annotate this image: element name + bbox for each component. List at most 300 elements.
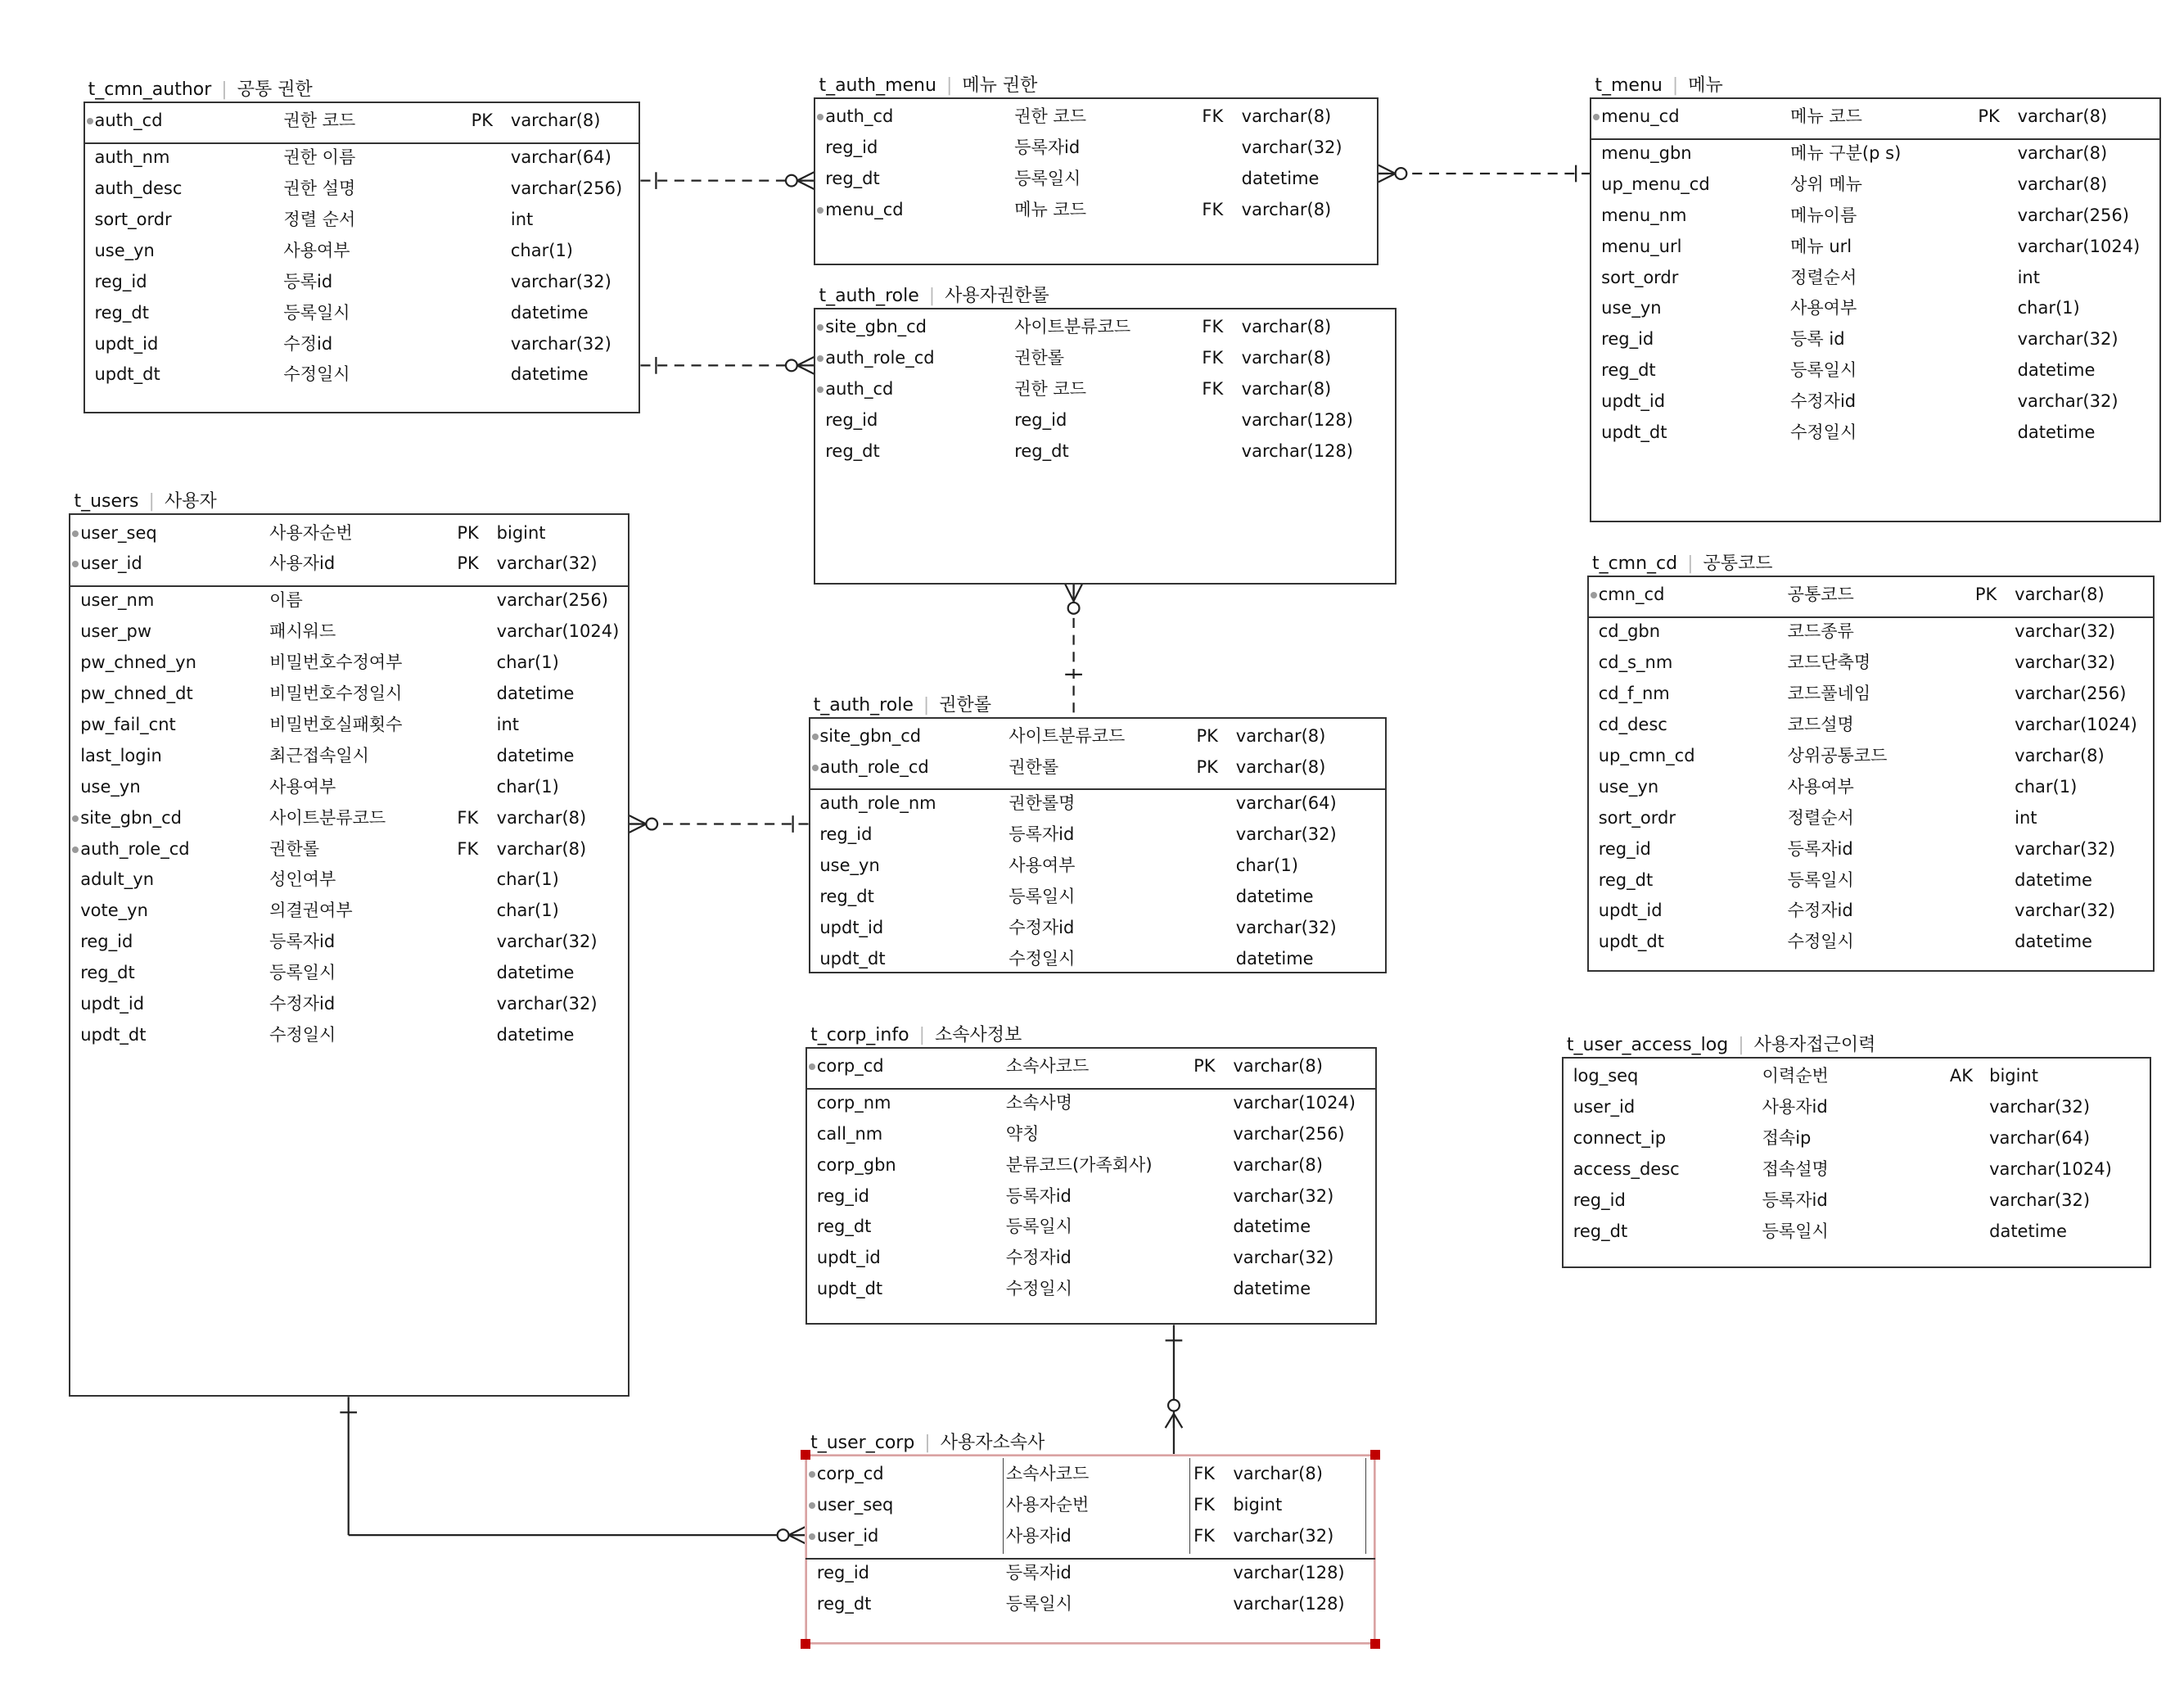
column-type: varchar(32) [1233,1525,1334,1546]
column-type: char(1) [2015,776,2078,797]
column-row[interactable] [1587,772,2155,802]
column-row[interactable] [814,195,1378,225]
column-name: updt_dt [1598,932,1664,952]
column-type: int [2017,267,2040,287]
entity-t-user-access-log[interactable] [1562,1034,2151,1269]
column-name: reg_dt [825,440,880,461]
column-description: 정렬순서 [1790,267,1857,287]
column-name: reg_id [816,1185,869,1206]
column-name: reg_dt [94,302,149,323]
column-type: varchar(8) [1241,378,1332,399]
column-row[interactable] [83,174,641,204]
entity-title [74,487,216,512]
column-row[interactable] [83,205,641,235]
column-row[interactable] [83,298,641,328]
column-name: cd_gbn [1598,621,1661,642]
column-type: varchar(32) [510,333,611,354]
column-name: reg_id [816,1562,869,1582]
column-row[interactable] [69,834,629,865]
column-name: use_yn [94,240,155,260]
optional-marker-icon [786,359,797,371]
column-description: 이력순번 [1762,1066,1829,1086]
column-row[interactable] [1587,896,2155,926]
column-type: varchar(8) [496,807,587,828]
column-row[interactable] [1590,263,2161,293]
column-type: varchar(256) [1233,1123,1345,1144]
column-name: vote_yn [80,901,148,921]
key-marker-icon [817,386,824,393]
column-type: varchar(8) [2017,106,2108,127]
column-description: 수정일시 [283,364,350,385]
column-name: call_nm [816,1123,883,1144]
column-type: char(1) [2017,298,2080,318]
column-type: varchar(8) [1233,1464,1323,1484]
column-row[interactable] [1587,710,2155,740]
column-row[interactable] [69,616,629,647]
entity-title [88,75,313,101]
column-name: reg_id [819,824,873,845]
column-row[interactable] [1590,169,2161,200]
many-marker-icon [1379,174,1396,182]
column-type: varchar(32) [2015,652,2116,673]
column-name: reg_dt [80,963,135,983]
column-description: 사용여부 [283,240,350,260]
column-row[interactable] [1590,355,2161,386]
column-row[interactable] [69,958,629,988]
column-row[interactable] [805,1051,1377,1081]
many-marker-icon [1379,165,1396,174]
column-key: FK [1202,106,1224,127]
many-marker-icon [797,357,814,365]
column-description: 등록자id [1787,838,1853,859]
column-key: FK [1202,378,1224,399]
column-type: varchar(32) [1989,1190,2091,1210]
column-type: varchar(32) [2015,621,2116,642]
column-row[interactable] [69,679,629,709]
key-marker-icon [812,765,819,771]
column-type: char(1) [510,240,573,260]
column-row[interactable] [809,819,1388,850]
entity-t-users[interactable] [69,491,629,1397]
column-name: updt_id [819,918,884,938]
column-type: varchar(64) [1989,1127,2091,1148]
column-key: PK [1196,725,1218,746]
column-description: 수정id [283,333,333,354]
column-name: auth_role_cd [825,347,935,368]
column-name: user_id [1573,1096,1636,1117]
column-description: 권한 코드 [283,111,356,131]
column-divider [1365,1458,1366,1554]
column-row[interactable] [809,882,1388,912]
column-row[interactable] [814,374,1397,404]
column-type: datetime [1989,1221,2067,1241]
column-description: 수정일시 [269,1025,336,1045]
column-type: varchar(8) [510,111,601,131]
column-description: 수정자id [1009,918,1075,938]
column-name: updt_dt [816,1279,883,1299]
column-name: cmn_cd [1598,585,1665,605]
entity-name: t_users [74,491,139,512]
column-row[interactable] [69,549,629,579]
column-description: 등록자id [1762,1190,1828,1210]
column-key: FK [1202,316,1224,336]
entity-label: 사용자권한롤 [945,285,1049,306]
column-row[interactable] [83,236,641,266]
column-type: varchar(32) [1235,918,1337,938]
column-description: 등록일시 [1787,869,1854,890]
column-description: 사용자id [1005,1525,1072,1546]
column-row[interactable] [1587,741,2155,771]
column-divider [1189,1458,1190,1554]
column-name: reg_id [80,932,133,952]
key-marker-icon [1591,592,1597,598]
column-row[interactable] [805,1243,1377,1273]
column-name: reg_dt [819,887,874,907]
column-description: 수정일시 [1009,949,1076,968]
column-row[interactable] [1590,293,2161,323]
column-type: char(1) [496,901,559,921]
column-description: 공통코드 [1787,585,1854,605]
many-marker-icon [629,824,647,833]
column-row[interactable] [805,1490,1375,1520]
column-row[interactable] [69,518,629,549]
column-description: 접속설명 [1762,1158,1829,1179]
entity-title [819,71,1037,97]
column-row[interactable] [1562,1154,2151,1185]
entity-t-user-corp[interactable] [805,1432,1375,1644]
column-description: 수정일시 [1005,1279,1072,1299]
column-description: 이름 [269,590,303,611]
entity-label: 사용자접근이력 [1753,1034,1876,1055]
entity-name: t_auth_role [813,694,914,716]
column-row[interactable] [1587,927,2155,957]
column-description: 메뉴 url [1790,236,1852,256]
column-description: 등록자id [1009,824,1075,845]
resize-handle[interactable] [801,1639,810,1649]
many-marker-icon [797,172,814,180]
column-row[interactable] [1562,1092,2151,1122]
column-row[interactable] [805,1459,1375,1489]
column-row[interactable] [814,133,1378,163]
column-row[interactable] [69,927,629,957]
column-type: varchar(128) [1233,1562,1345,1582]
column-key: PK [1194,1055,1216,1076]
column-type: varchar(8) [1235,756,1326,777]
column-row[interactable] [83,329,641,359]
column-row[interactable] [69,1020,629,1050]
column-type: datetime [496,745,575,765]
entity-t-auth-role-map[interactable] [814,285,1397,585]
column-name: use_yn [80,776,141,797]
column-row[interactable] [69,772,629,802]
title-separator: | [1672,74,1679,96]
column-type: varchar(32) [496,553,598,574]
column-row[interactable] [805,1212,1377,1242]
column-name: reg_dt [816,1217,872,1237]
resize-handle[interactable] [1370,1450,1380,1460]
column-name: user_seq [80,522,157,543]
entity-t-cmn-author[interactable] [83,79,641,413]
entity-t-auth-role[interactable] [809,694,1388,974]
key-divider [805,1558,1375,1560]
column-row[interactable] [83,142,641,173]
column-type: varchar(256) [2017,205,2129,225]
column-row[interactable] [1590,102,2161,132]
optional-marker-icon [1396,168,1407,179]
column-row[interactable] [814,102,1378,132]
column-name: updt_id [1598,901,1663,921]
column-name: auth_nm [94,147,170,168]
column-key: FK [457,838,479,859]
column-row[interactable] [805,1274,1377,1304]
column-row[interactable] [814,343,1397,373]
key-marker-icon [87,118,93,124]
column-name: reg_dt [825,168,880,188]
column-name: menu_gbn [1601,142,1692,163]
column-type: datetime [496,1025,575,1045]
entity-t-cmn-cd[interactable] [1587,553,2155,972]
column-type: varchar(1024) [1989,1158,2112,1179]
column-row[interactable] [809,788,1388,819]
column-row[interactable] [1587,679,2155,709]
column-type: varchar(8) [1233,1154,1323,1175]
column-row[interactable] [809,913,1388,943]
column-type: int [496,714,520,734]
column-description: 소속사코드 [1005,1464,1090,1484]
column-row[interactable] [814,164,1378,194]
column-description: 권한 코드 [1014,106,1087,127]
column-row[interactable] [83,359,641,390]
column-row[interactable] [69,865,629,895]
title-separator: | [1738,1034,1744,1055]
column-row[interactable] [805,1521,1375,1551]
column-description: 소속사명 [1005,1092,1072,1113]
column-type: varchar(8) [1241,106,1332,127]
column-row[interactable] [805,1558,1375,1588]
column-row[interactable] [805,1181,1377,1212]
column-description: 소속사코드 [1005,1055,1090,1076]
column-name: use_yn [1601,298,1662,318]
column-row[interactable] [814,405,1397,436]
column-type: varchar(1024) [1233,1092,1356,1113]
column-name: menu_cd [1601,106,1680,127]
many-marker-icon [797,181,814,189]
entity-t-corp-info[interactable] [805,1024,1377,1325]
column-description: 권한롤 [1014,347,1065,368]
column-key: AK [1949,1066,1973,1086]
column-type: varchar(1024) [2017,236,2141,256]
entity-title [814,691,991,716]
column-description: 수정일시 [1787,932,1854,952]
column-row[interactable] [1590,324,2161,354]
entity-label: 공통코드 [1703,553,1773,575]
key-marker-icon [809,1533,815,1540]
column-key: FK [1194,1464,1215,1484]
column-row[interactable] [83,267,641,297]
many-marker-icon [1065,585,1073,602]
column-row[interactable] [1590,418,2161,448]
column-description: 권한 이름 [283,147,356,168]
entity-title [810,1429,1045,1454]
column-name: use_yn [1598,776,1659,797]
column-name: updt_dt [80,1025,147,1045]
column-name: reg_id [1601,329,1654,350]
column-type: varchar(32) [1241,137,1342,157]
column-row[interactable] [1562,1185,2151,1216]
title-separator: | [1687,553,1694,575]
column-description: 의결권여부 [269,901,353,921]
column-row[interactable] [69,803,629,833]
column-key: FK [457,807,479,828]
entity-label: 메뉴 권한 [962,74,1038,96]
column-row[interactable] [1587,648,2155,678]
key-marker-icon [817,355,824,362]
column-name: reg_dt [1573,1221,1628,1241]
column-type: varchar(256) [510,178,623,198]
column-description: 메뉴이름 [1790,205,1857,225]
column-type: varchar(8) [1241,347,1332,368]
column-name: reg_id [1598,838,1651,859]
column-type: varchar(8) [2017,142,2108,163]
column-description: 코드단축명 [1787,652,1871,673]
column-row[interactable] [809,752,1388,783]
column-name: user_id [816,1525,879,1546]
column-row[interactable] [69,989,629,1019]
column-description: 수정자id [269,994,336,1014]
column-description: 등록자id [1014,137,1081,157]
column-description: 사용여부 [269,776,336,797]
column-row[interactable] [814,312,1397,342]
column-type: varchar(8) [1235,725,1326,746]
column-row[interactable] [809,851,1388,881]
key-marker-icon [817,324,824,331]
resize-handle[interactable] [801,1450,810,1460]
key-divider [805,1088,1377,1090]
key-divider [69,585,629,587]
column-row[interactable] [1562,1217,2151,1247]
column-type: varchar(8) [2015,585,2105,605]
column-row[interactable] [69,741,629,771]
resize-handle[interactable] [1370,1639,1380,1649]
column-description: 사이트분류코드 [1014,316,1131,336]
column-name: cd_desc [1598,714,1667,734]
column-row[interactable] [805,1589,1375,1619]
column-description: 패시워드 [269,621,336,642]
column-description: 접속ip [1762,1127,1812,1148]
title-separator: | [945,74,953,96]
entity-title [1595,71,1722,97]
column-name: connect_ip [1573,1127,1667,1148]
column-type: datetime [1235,887,1314,907]
column-row[interactable] [1590,386,2161,417]
entity-t-menu[interactable] [1590,74,2161,522]
key-marker-icon [809,1063,815,1070]
column-type: varchar(8) [2017,174,2108,194]
column-name: corp_cd [816,1055,884,1076]
column-type: varchar(128) [1241,440,1353,461]
column-name: use_yn [819,856,880,876]
column-type: char(1) [496,652,559,673]
column-description: 사용자id [1762,1096,1828,1117]
column-row[interactable] [69,585,629,616]
column-description: 정렬순서 [1787,807,1854,828]
column-type: varchar(32) [496,932,598,952]
column-row[interactable] [1587,803,2155,833]
entity-name: t_auth_menu [819,74,936,96]
column-description: 코드종류 [1787,621,1854,642]
column-type: varchar(32) [2017,329,2119,350]
column-description: 등록id [283,271,333,291]
column-row[interactable] [1562,1123,2151,1153]
column-row[interactable] [809,721,1388,752]
column-row[interactable] [1587,865,2155,896]
column-name: user_seq [816,1495,894,1515]
column-row[interactable] [83,106,641,136]
column-name: menu_nm [1601,205,1687,225]
column-row[interactable] [814,436,1397,467]
column-key: PK [1196,756,1218,777]
column-row[interactable] [1587,834,2155,865]
column-description: 사용여부 [1790,298,1857,318]
column-row[interactable] [805,1088,1377,1118]
column-type: datetime [1235,949,1314,968]
entity-name: t_cmn_cd [1591,553,1678,575]
column-description: 성인여부 [269,869,336,890]
column-row[interactable] [1587,580,2155,610]
column-description: 등록 id [1790,329,1845,350]
column-description: 수정일시 [1790,422,1857,443]
column-description: 사용여부 [1009,856,1076,876]
column-row[interactable] [69,710,629,740]
column-type: varchar(32) [1233,1185,1334,1206]
title-separator: | [148,491,155,512]
column-description: 사용자id [269,553,336,574]
column-key: FK [1194,1495,1215,1515]
column-type: bigint [496,522,546,543]
column-type: varchar(256) [2015,684,2127,703]
optional-marker-icon [778,1529,789,1541]
column-row[interactable] [1590,201,2161,231]
column-name: updt_dt [1601,422,1667,443]
column-key: PK [1978,106,2000,127]
column-description: 약칭 [1005,1123,1040,1144]
column-row[interactable] [1587,616,2155,647]
column-type: datetime [1233,1217,1311,1237]
many-marker-icon [629,815,647,824]
column-name: auth_cd [825,106,894,127]
column-name: updt_id [80,994,145,1014]
column-name: corp_gbn [816,1154,896,1175]
column-description: 권한롤 [1009,756,1059,777]
column-row[interactable] [805,1150,1377,1181]
entity-t-auth-menu[interactable] [814,74,1378,265]
column-row[interactable] [69,896,629,926]
column-name: user_pw [80,621,152,642]
column-description: 등록자id [1005,1185,1072,1206]
column-type: varchar(32) [1989,1096,2091,1117]
title-separator: | [923,694,930,716]
column-row[interactable] [1590,138,2161,169]
column-row[interactable] [809,944,1388,974]
column-description: 사용여부 [1787,776,1854,797]
column-row[interactable] [1590,232,2161,262]
entity-name: t_cmn_author [88,79,212,101]
column-name: updt_id [94,333,159,354]
column-row[interactable] [69,648,629,678]
column-row[interactable] [1562,1061,2151,1091]
entity-name: t_corp_info [810,1024,909,1045]
column-row[interactable] [805,1119,1377,1149]
